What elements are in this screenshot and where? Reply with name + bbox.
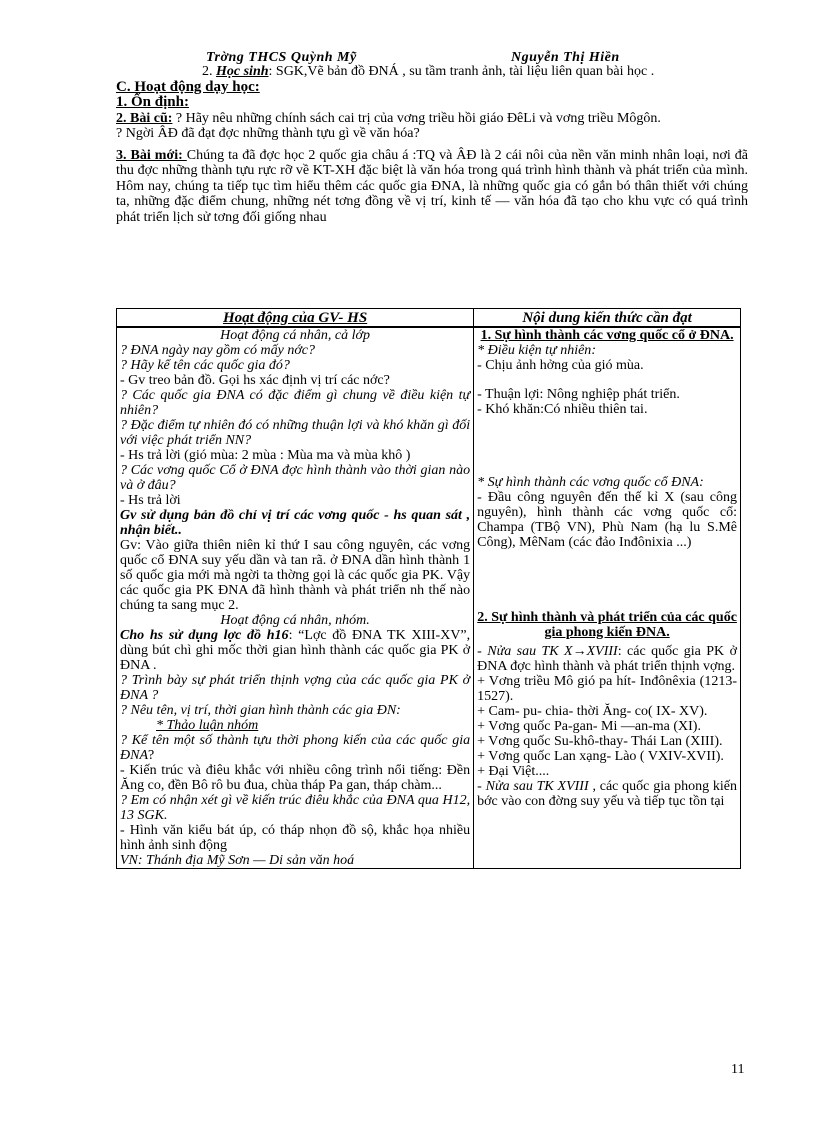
page-number: 11 xyxy=(731,1062,745,1077)
group-discussion: * Thảo luận nhóm xyxy=(156,718,259,733)
question: ? Trình bày sự phát triển thịnh vợng của các quốc gia PK ở ĐNA ? xyxy=(120,673,471,703)
question: ? Các vơng quốc Cổ ở ĐNA đợc hình thành vào thời gian nào và ở đâu? xyxy=(120,463,471,493)
content-item: - Chịu ảnh hởng của gió mùa. xyxy=(477,358,644,373)
section-2-title: 2. Sự hình thành và phát triển của các quốc gia phong kiến ĐNA. xyxy=(477,610,737,640)
content-item: + Cam- pu- chia- thời Ăng- co( IX- XV). xyxy=(477,704,708,719)
example-note: VN: Thánh địa Mỹ Sơn — Di sản văn hoá xyxy=(120,853,355,868)
step-2-old-lesson: 2. Bài cũ: ? Hãy nêu những chính sách cai trị của vơng triều hồi giáo ĐêLi và vơng triều Môgôn. xyxy=(116,110,661,126)
map-instruction: Cho hs sử dụng lợc đồ h16: “Lợc đồ ĐNA TK XIII-XV”, dùng bút chì ghi mốc thời gian hình thành các quốc gia PK ở ĐNA . xyxy=(120,628,471,673)
activity-title-1: Hoạt động cá nhân, cả lớp xyxy=(220,328,370,343)
natural-conditions-heading: * Điều kiện tự nhiên: xyxy=(477,343,596,358)
content-cell xyxy=(474,327,741,869)
student-answer: - Hs trả lời xyxy=(120,493,181,508)
student-answer: - Hs trả lời (gió mùa: 2 mùa : Mùa ma và mùa khô ) xyxy=(120,448,411,463)
section-c-title: C. Hoạt động dạy học: xyxy=(116,78,260,95)
teacher-instruction: Gv sử dụng bản đồ chỉ vị trí các vơng quốc - hs quan sát , nhận biết.. xyxy=(120,508,471,538)
table-header-row xyxy=(117,309,741,328)
col-header-activities: Hoạt động của GV- HS xyxy=(117,309,474,328)
content-item: + Vơng quốc Su-khô-thay- Thái Lan (XIII). xyxy=(477,734,723,749)
question: ? Các quốc gia ĐNA có đặc điểm gì chung về điều kiện tự nhiên? xyxy=(120,388,471,418)
formation-heading: * Sự hình thành các vơng quốc cổ ĐNA: xyxy=(477,475,704,490)
activities-cell xyxy=(117,327,474,869)
teacher-action: - Gv treo bản đồ. Gọi hs xác định vị trí các nớc? xyxy=(120,373,390,388)
step-3-new-lesson: 3. Bài mới: Chúng ta đã đợc học 2 quốc gia châu á :TQ và ÂĐ là 2 cái nôi của nền văn minh nhân loại, nơi đã thu đợc những thành tựu rực rỡ về KT-XH đặc biệt là văn hóa trong quá trình hình thành và phát triển của mình. Hôm nay, chúng ta tiếp tục tìm hiểu thêm các quốc gia ĐNA, là những quốc gia có gắn bó thân thiết với chúng ta, những đặc điểm chung, những nét tơng đồng về vị trí, kinh tế — văn hóa đã tạo cho khu vực có quá trình phát triển lịch sử tơng đối giống nhau xyxy=(116,147,748,225)
content-item: + Vơng quốc Pa-gan- Mi —an-ma (XI). xyxy=(477,719,701,734)
content-item: - Thuận lợi: Nông nghiệp phát triển. xyxy=(477,387,680,402)
teacher-explanation: Gv: Vào giữa thiên niên kỉ thứ I sau công nguyên, các vơng quốc cổ ĐNA suy yếu dần và tan rã. ở ĐNA dần hình thành 1 số quốc gia mới mà ngời ta thờng gọi là các quốc gia PK. Vậy các quốc gia PK ĐNA đã hình thành và phát triển nh thế nào chúng ta sang mục 2. xyxy=(120,538,471,613)
table-body-row xyxy=(117,327,741,869)
content-item: - Đầu công nguyên đến thế kỉ X (sau công nguyên), hình thành các vơng quốc cổ: Champa (TBộ VN), Phù Nam (hạ lu S.Mê Công), MêNam (các đảo Inđônixia ...) xyxy=(477,490,737,550)
section-1-title: 1. Sự hình thành các vơng quốc cổ ở ĐNA. xyxy=(480,328,734,343)
content-item: - Nửa sau TK XVIII , các quốc gia phong kiến bớc vào con đờng suy yếu và tiếp tục tồn tại xyxy=(477,779,737,809)
question: ? Em có nhận xét gì về kiến trúc điêu khắc của ĐNA qua H12, 13 SGK. xyxy=(120,793,471,823)
content-item: + Vơng quốc Lan xạng- Lào ( VXIV-XVII). xyxy=(477,749,724,764)
content-item: + Đại Việt.... xyxy=(477,764,550,779)
content-item: - Nửa sau TK X→XVIII: các quốc gia PK ở ĐNA đợc hình thành và phát triển thịnh vợng. xyxy=(477,644,737,674)
content-item: + Vơng triều Mô gió pa hít- Inđônêxia (1213-1527). xyxy=(477,674,737,704)
step-1-title: 1. Ổn định: xyxy=(116,94,189,110)
lesson-table xyxy=(116,308,741,869)
author-name: Nguyễn Thị Hiền xyxy=(511,50,620,65)
activity-title-2: Hoạt động cá nhân, nhóm. xyxy=(220,613,370,628)
lesson-intro xyxy=(116,64,748,225)
question: ? Hãy kể tên các quốc gia đó? xyxy=(120,358,290,373)
question: ? Nêu tên, vị trí, thời gian hình thành các gia ĐN: xyxy=(120,703,401,718)
content-item: - Khó khăn:Có nhiều thiên tai. xyxy=(477,402,648,417)
student-materials: 2. Học sinh: SGK,Vẽ bản đồ ĐNÁ , su tầm tranh ảnh, tài liệu liên quan bài học . xyxy=(202,64,655,79)
question: ? ĐNA ngày nay gồm có mấy nớc? xyxy=(120,343,316,358)
student-answer: - Kiến trúc và điêu khắc với nhiều công trình nổi tiếng: Đền Ăng co, đền Bô rô bu đua, chùa tháp Pa gan, tháp chàm... xyxy=(120,763,471,793)
question: ? Kể tên một số thành tựu thời phong kiến của các quốc gia ĐNA? xyxy=(120,733,471,763)
school-name: Trờng THCS Quỳnh Mỹ xyxy=(206,50,357,65)
question: ? Đặc điểm tự nhiên đó có những thuận lợi và khó khăn gì đối với việc phát triển NN? xyxy=(120,418,471,448)
student-answer: - Hình văn kiểu bát úp, có tháp nhọn đồ sộ, khắc họa nhiều hình ảnh sinh động xyxy=(120,823,471,853)
col-header-content: Nội dung kiến thức cần đạt xyxy=(474,309,741,328)
step-2-question: ? Ngời ÂĐ đã đạt đợc những thành tựu gì về văn hóa? xyxy=(116,126,420,141)
